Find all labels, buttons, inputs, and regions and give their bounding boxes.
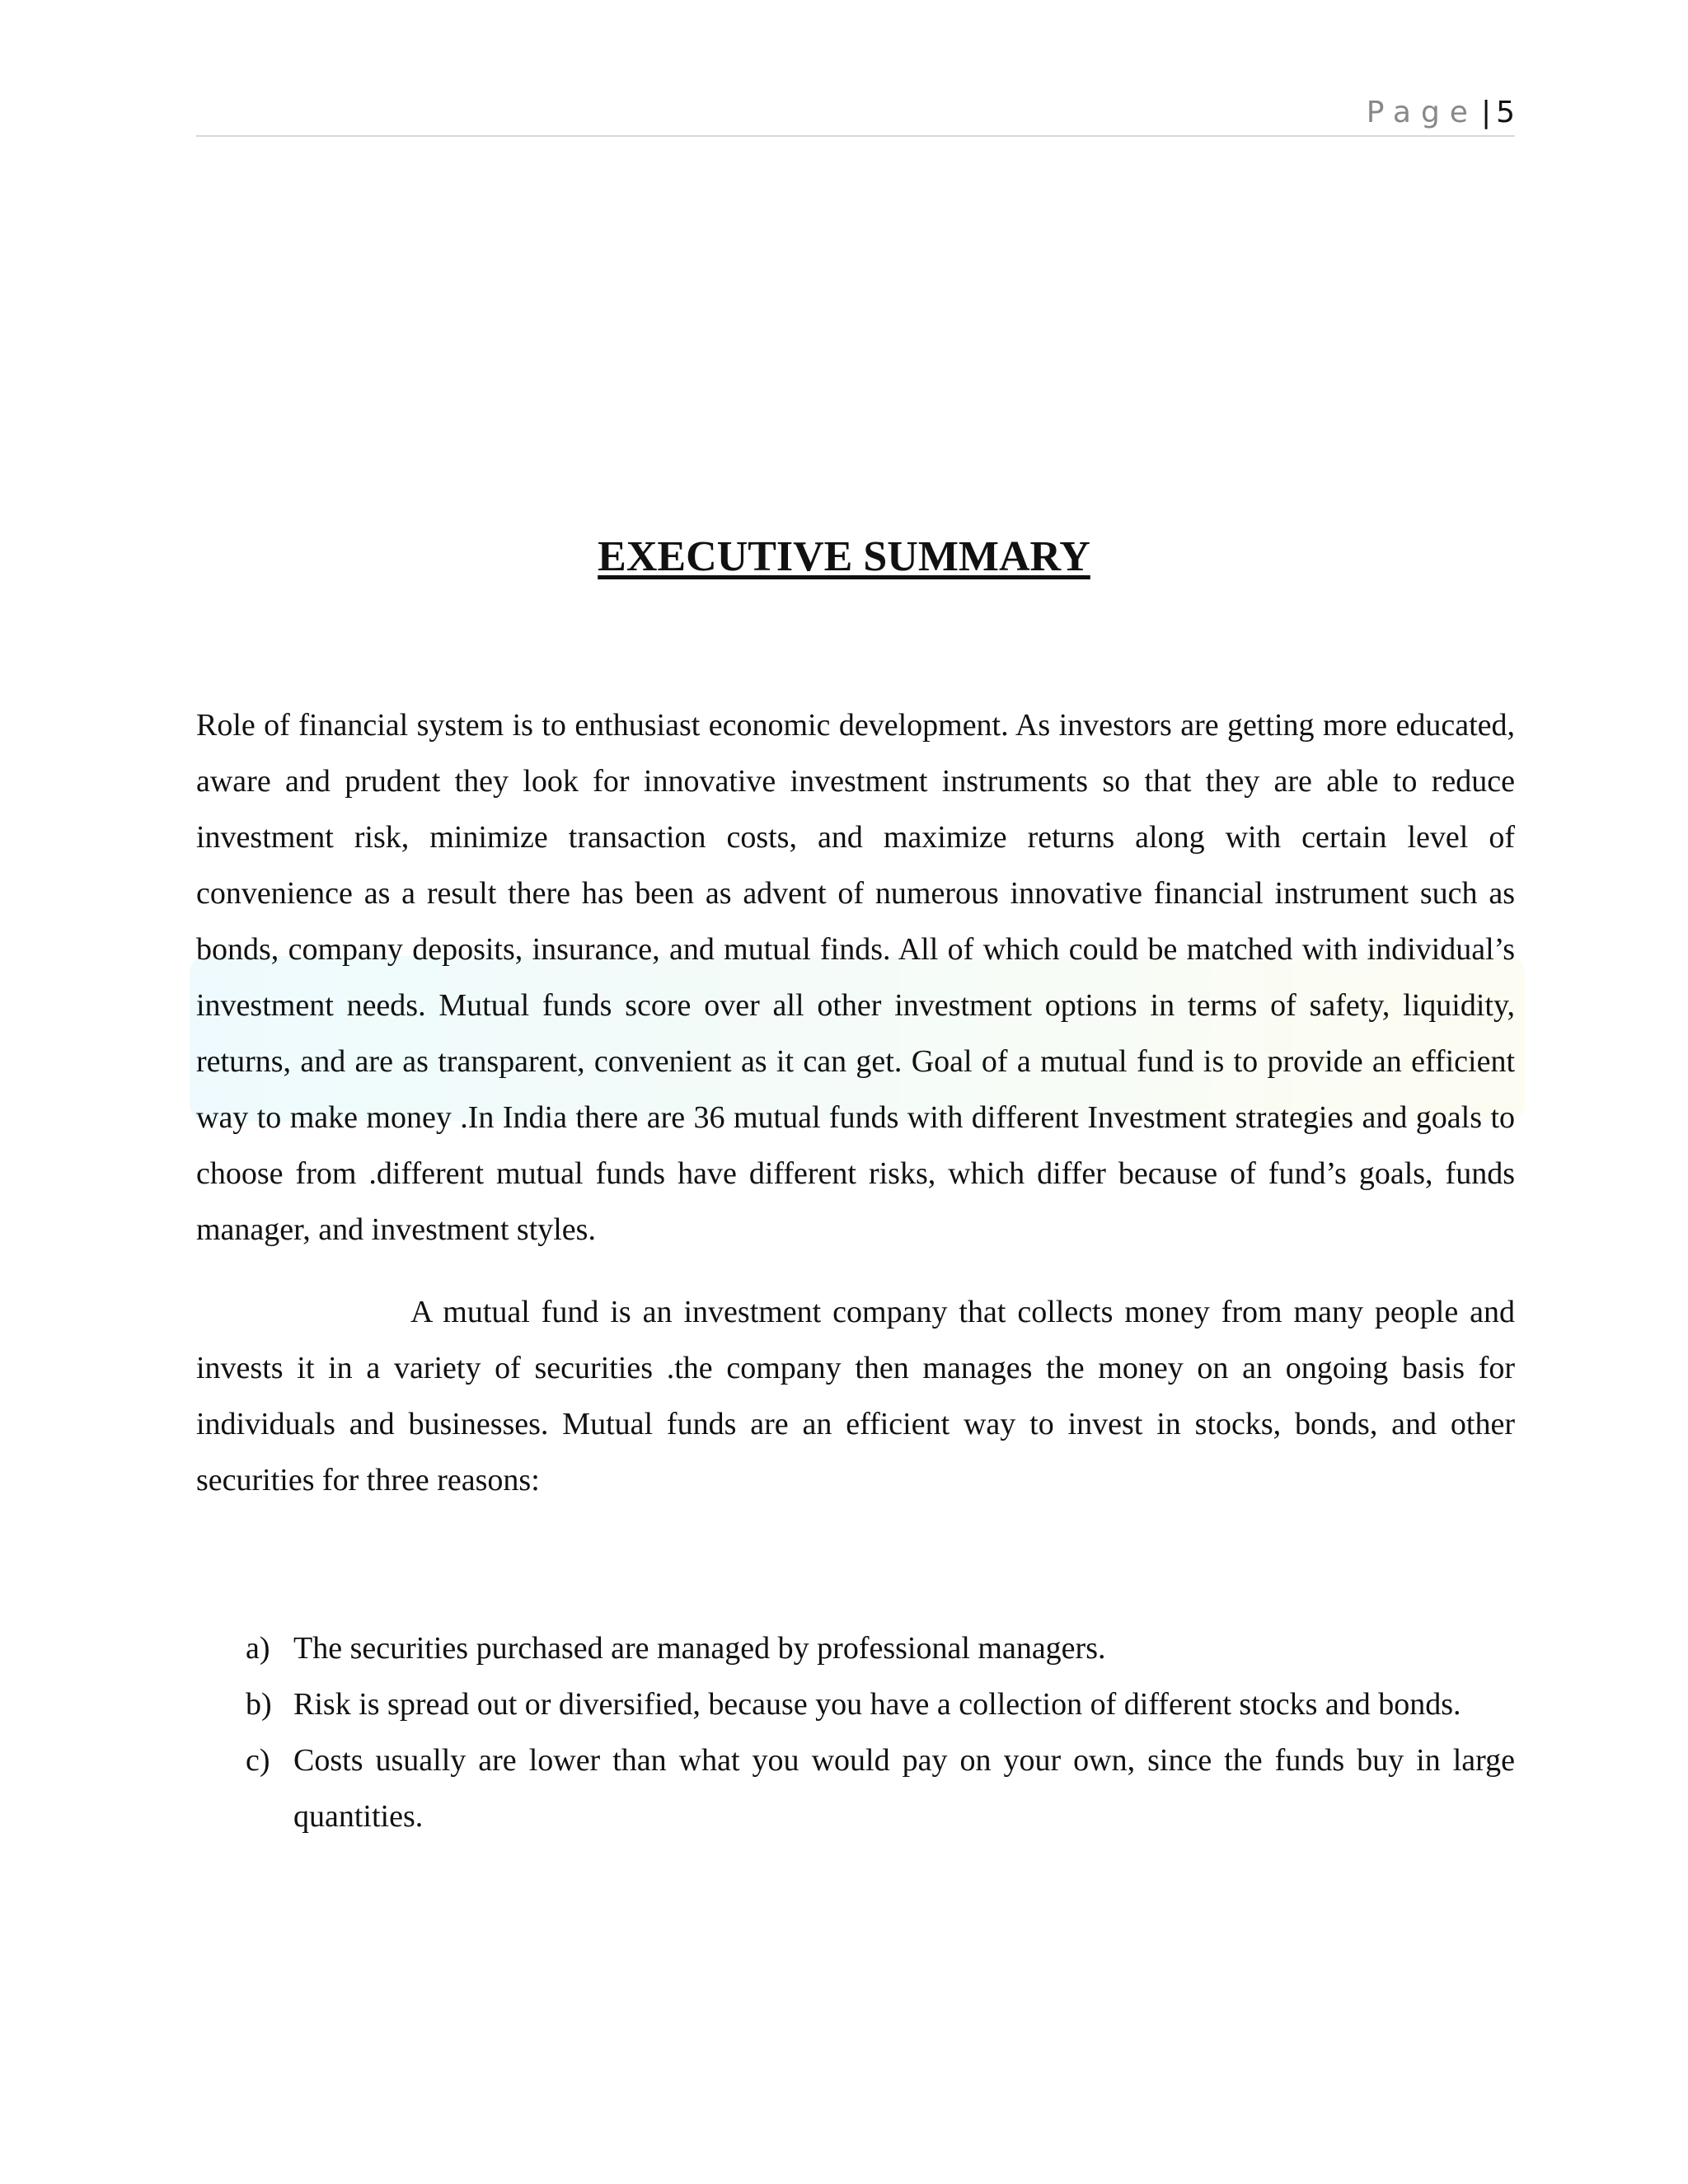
page-title: EXECUTIVE SUMMARY <box>598 533 1090 580</box>
list-item <box>196 1676 1515 1732</box>
reasons-list <box>196 1620 1515 1844</box>
list-item-text: Costs usually are lower than what you would pay on your own, since the funds buy in large quantities. <box>293 1743 1515 1834</box>
page-separator: | <box>1480 96 1492 129</box>
list-item <box>196 1732 1515 1844</box>
list-marker: b) <box>246 1687 272 1722</box>
page-number-label <box>1367 96 1515 129</box>
document-body <box>196 697 1515 1844</box>
intro-paragraph: Role of financial system is to enthusiast economic development. As investors are getting more educated, aware and prudent they look for innovative investment instruments so that they are able to reduce investment risk, minimize transaction costs, and maximize returns along with certain level of convenience as a result there has been as advent of numerous innovative financial instrument such as bonds, company deposits, insurance, and mutual finds. All of which could be matched with individual’s investment needs. Mutual funds score over all other investment options in terms of safety, liquidity, returns, and are as transparent, convenient as it can get. Goal of a mutual fund is to provide an efficient way to make money .In India there are 36 mutual funds with different Investment strategies and goals to choose from .different mutual funds have different risks, which differ because of fund’s goals, funds manager, and investment styles. <box>196 708 1515 1247</box>
list-item-text: Risk is spread out or diversified, because you have a collection of different stocks and bonds. <box>293 1687 1461 1722</box>
list-item-text: The securities purchased are managed by professional managers. <box>293 1631 1106 1666</box>
page-header <box>196 92 1515 137</box>
page-word: Page <box>1366 96 1478 129</box>
list-marker: a) <box>246 1631 270 1666</box>
list-item <box>196 1620 1515 1676</box>
page-number: 5 <box>1496 96 1515 129</box>
list-marker: c) <box>246 1743 270 1778</box>
definition-paragraph: A mutual fund is an investment company that collects money from many people and invests it in a variety of securities .the company then manages the money on an ongoing basis for individuals and businesses. Mutual funds are an efficient way to invest in stocks, bonds, and other securities for three reasons: <box>196 1295 1515 1497</box>
